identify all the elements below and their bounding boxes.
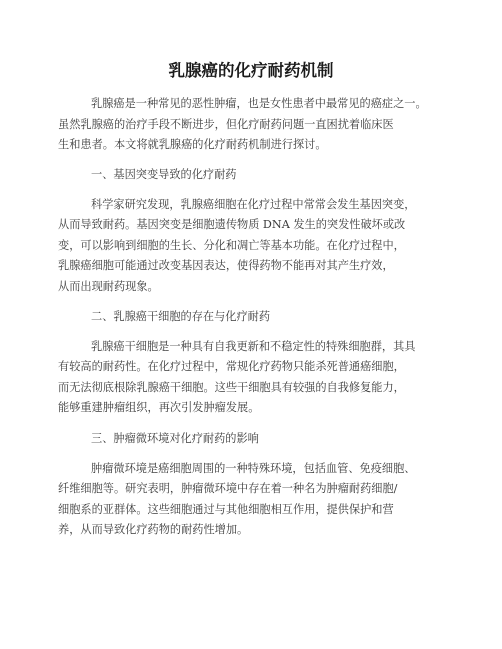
body-line: 有较高的耐药性。在化疗过程中，常规化疗药物只能杀死普通癌细胞， bbox=[58, 360, 405, 373]
body-line: 生和患者。本文将就乳腺癌的化疗耐药机制进行探讨。 bbox=[58, 138, 327, 151]
body-line: 乳腺癌是一种常见的恶性肿瘤，也是女性患者中最常见的癌症之一。 bbox=[91, 97, 427, 110]
body-line: 乳腺癌干细胞是一种具有自我更新和不稳定性的特殊细胞群，其具 bbox=[91, 340, 416, 353]
body-line: 虽然乳腺癌的治疗手段不断进步，但化疗耐药问题一直困扰着临床医 bbox=[58, 118, 394, 131]
body-line: 细胞系的亚群体。这些细胞通过与其他细胞相互作用，提供保护和营 bbox=[58, 503, 394, 516]
body-line: 科学家研究发现，乳腺癌细胞在化疗过程中常常会发生基因突变， bbox=[91, 198, 416, 211]
document-title: 乳腺癌的化疗耐药机制 bbox=[168, 61, 334, 80]
body-line: 变，可以影响到细胞的生长、分化和凋亡等基本功能。在化疗过程中， bbox=[58, 239, 405, 252]
body-line: 肿瘤微环境是癌细胞周围的一种特殊环境，包括血管、免疫细胞、 bbox=[91, 462, 416, 475]
body-line: 从而出现耐药现象。 bbox=[58, 280, 159, 293]
body-line: 乳腺癌细胞可能通过改变基因表达，使得药物不能再对其产生疗效， bbox=[58, 259, 394, 272]
section-heading: 三、肿瘤微环境对化疗耐药的影响 bbox=[91, 432, 259, 445]
body-line: 纤维细胞等。研究表明，肿瘤微环境中存在着一种名为肿瘤耐药细胞/ bbox=[58, 482, 398, 495]
body-line: 而无法彻底根除乳腺癌干细胞。这些干细胞具有较强的自我修复能力， bbox=[58, 381, 405, 394]
section-heading: 二、乳腺癌干细胞的存在与化疗耐药 bbox=[91, 310, 271, 323]
section-heading: 一、基因突变导致的化疗耐药 bbox=[91, 168, 237, 181]
body-line: 从而导致耐药。基因突变是细胞遗传物质 DNA 发生的突发性破坏或改 bbox=[58, 218, 406, 231]
body-line: 能够重建肿瘤组织，再次引发肿瘤发展。 bbox=[58, 401, 260, 414]
body-line: 养，从而导致化疗药物的耐药性增加。 bbox=[58, 523, 249, 536]
